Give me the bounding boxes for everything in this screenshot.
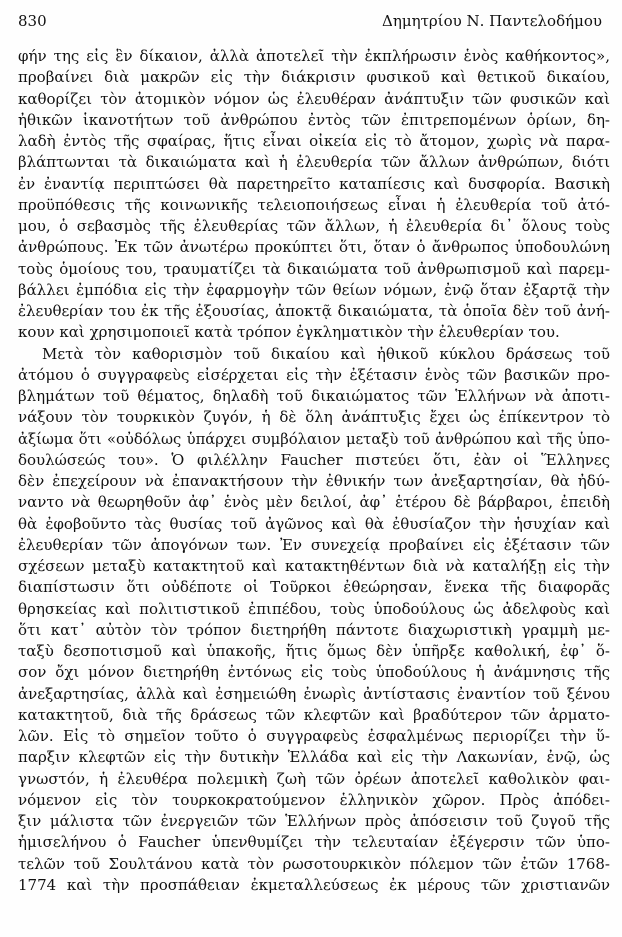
text-line: ξιν μάλιστα τῶν ἐνεργειῶν τῶν Ἑλλήνων πρὸς ἀπόσεισιν τοῦ ζυγοῦ τῆς: [18, 812, 610, 830]
text-line: [18, 896, 610, 917]
text-line: ἀνεξαρτησίας, ἀλλὰ καὶ ἐσημειώθη ἐνωρὶς ἀντίστασις ἐναντίον τοῦ ξένου: [18, 684, 610, 703]
text-line: ὅτι κατ᾿ αὐτὸν τὸν τρόπον διετηρήθη πάντοτε διαχωριστικὴ γραμμὴ με-: [18, 620, 610, 639]
paragraph-first-line: Μετὰ τὸν καθορισμὸν τοῦ δικαίου καὶ ἠθικοῦ κύκλου δράσεως τοῦ: [42, 344, 610, 363]
text-line: νάξουν τὸν τουρκικὸν ζυγόν, ἡ δὲ ὅλη ἀνάπτυξις ἔχει ὡς ἐπίκεντρον τὸ: [18, 408, 610, 427]
text-line: ἐλευθερίαν του ἐκ τῆς ἐξουσίας, ἀποκτᾷ δικαιώματα, τὰ ὁποῖα δὲν τοῦ ἀνή-: [18, 302, 610, 320]
text-line: δουλώσεώς του». Ὁ φιλέλλην Faucher πιστεύει ὅτι, ἐὰν οἱ Ἕλληνες: [18, 450, 610, 469]
text-line: βλάπτωνται τὰ δικαιώματα καὶ ἡ ἐλευθερία τῶν ἄλλων ἀνθρώπων, διότι: [18, 153, 610, 172]
text-line: διαπίστωσιν ὅτι οὐδέποτε οἱ Τοῦρκοι ἐθεώρησαν, ἕνεκα τῆς διαφορᾶς: [18, 578, 610, 597]
text-line: ναντο νὰ θεωρηθοῦν ἀφ᾿ ἑνὸς μὲν δειλοί, ἀφ᾿ ἑτέρου δὲ βάρβαροι, ἐπειδὴ: [18, 493, 610, 512]
text-line: ἀξίωμα ὅτι «οὐδόλως ὑπάρχει συμβόλαιον μεταξὺ τοῦ ἀνθρώπου καὶ τῆς ὑπο-: [18, 430, 610, 448]
text-line: ἡμισελήνου ὁ Faucher ὑπενθυμίζει τὴν τελευταίαν ἐξέγερσιν τῶν ὑπο-: [18, 833, 610, 852]
text-line: κατακτητοῦ, διὰ τῆς δράσεως τῶν κλεφτῶν καὶ βραδύτερον τῶν ἁρματο-: [18, 705, 610, 724]
text-line: παρξιν κλεφτῶν εἰς τὴν δυτικὴν Ἑλλάδα καὶ εἰς τὴν Λακωνίαν, ἐνῷ, ὡς: [18, 748, 610, 767]
text-line: σχέσεων μεταξὺ κατακτητοῦ καὶ κατακτηθέντων διὰ νὰ καταλήξῃ εἰς τὴν: [18, 557, 610, 575]
paragraph-end-line: κουν καὶ χρησιμοποιεῖ κατὰ τρόπον ἐγκληματικὸν τὴν ἐλευθερίαν του.: [18, 323, 560, 342]
text-line: ἀνθρώπους. Ἐκ τῶν ἀνωτέρω προκύπτει ὅτι, ὅταν ὁ ἄνθρωπος ὑποδουλώνη: [18, 238, 610, 257]
text-line: δὲν ἐπεχείρουν νὰ ἐπανακτήσουν τὴν ἐθνικήν των ἀνεξαρτησίαν, θὰ ἠδύ-: [18, 472, 610, 490]
page-number: 830: [18, 12, 47, 30]
text-line: προϋπόθεσις τῆς κοινωνικῆς τελειοποιήσεως εἶναι ἡ ἐλευθερία τοῦ ἀτό-: [18, 195, 610, 214]
text-line: θὰ ἐφοβοῦντο τὰς θυσίας τοῦ ἀγῶνος καὶ θὰ ἐθυσίαζον τὴν ἡσυχίαν καὶ: [18, 514, 610, 533]
text-line: μου, ὁ σεβασμὸς τῆς ἐλευθερίας τῶν ἄλλων, ἡ ἐλευθερία δι᾿ ὅλους τοὺς: [18, 217, 610, 235]
body-text: [18, 46, 610, 917]
text-line: γνωστόν, ἡ ἐλευθέρα πολεμικὴ ζωὴ τῶν ὀρέων ἀποτελεῖ καθολικὸν φαι-: [18, 769, 610, 788]
text-line: ταξὺ δεσποτισμοῦ καὶ ὑπακοῆς, ἥτις ὅμως δὲν ὑπῆρξε καθολική, ἐφ᾿ ὅ-: [18, 642, 610, 660]
text-line: τελῶν τοῦ Σουλτάνου κατὰ τὸν ρωσοτουρκικὸν πόλεμον τῶν ἐτῶν 1768-: [18, 854, 610, 873]
text-line: ἀτόμου ὁ συγγραφεὺς εἰσέρχεται εἰς τὴν ἐξέτασιν ἑνὸς τῶν βασικῶν προ-: [18, 365, 610, 384]
text-line: λαδὴ ἐντὸς τῆς σφαίρας, ἥτις εἶναι οἰκεία εἰς τὸ ἄτομον, χωρὶς νὰ παρα-: [18, 132, 610, 150]
page-header: [18, 12, 602, 32]
text-line: λῶν. Εἰς τὸ σημεῖον τοῦτο ὁ συγγραφεὺς ἐσφαλμένως περιορίζει τὴν ὕ-: [18, 727, 610, 745]
text-line: νόμενον εἰς τὸν τουρκοκρατούμενον ἑλληνικὸν χῶρον. Πρὸς ἀπόδει-: [18, 790, 610, 809]
text-line: τοὺς ὁμοίους του, τραυματίζει τὰ δικαιώματα τοῦ ἀνθρωπισμοῦ καὶ παρεμ-: [18, 259, 610, 278]
text-line: προβαίνει διὰ μακρῶν εἰς τὴν διάκρισιν φυσικοῦ καὶ θετικοῦ δικαίου,: [18, 68, 610, 87]
text-line: φήν της εἰς ἓν δίκαιον, ἀλλὰ ἀποτελεῖ τὴν ἐκπλήρωσιν ἑνὸς καθήκοντος»,: [18, 47, 610, 65]
text-line: σον ὄχι μόνον διετηρήθη ἐντόνως εἰς τοὺς ὑποδούλους ἡ ἀνάμνησις τῆς: [18, 663, 610, 682]
text-line: καθορίζει τὸν ἀτομικὸν νόμον ὡς ἐλευθέραν ἀνάπτυξιν τῶν φυσικῶν καὶ: [18, 89, 610, 108]
text-line: ἠθικῶν ἱκανοτήτων τοῦ ἀνθρώπου ἐντὸς τῶν ἐπιτρεπομένων ὁρίων, δη-: [18, 110, 610, 129]
running-head: Δημητρίου Ν. Παντελοδήμου: [382, 12, 602, 30]
text-line: βάλλει ἐμπόδια εἰς τὴν ἐφαρμογὴν τῶν θείων νόμων, ἐνῷ ὅταν ἐξαρτᾷ τὴν: [18, 280, 610, 299]
text-line: ἐν ἐναντίᾳ περιπτώσει θὰ παρετηρεῖτο καταπίεσις καὶ δυσφορία. Βασικὴ: [18, 174, 610, 193]
text-line: ἐλευθερίαν τῶν ἀπογόνων των. Ἐν συνεχείᾳ προβαίνει εἰς ἐξέτασιν τῶν: [18, 535, 610, 554]
text-line: 1774 καὶ τὴν προσπάθειαν ἐκμεταλλεύσεως ἐκ μέρους τῶν χριστιανῶν: [18, 875, 610, 894]
text-line: θρησκείας καὶ πολιτιστικοῦ ἐπιπέδου, τοὺς ὑποδούλους ὡς ἀδελφοὺς καὶ: [18, 599, 610, 618]
text-line: βλημάτων τοῦ θέματος, δηλαδὴ τοῦ δικαιώματος τῶν Ἑλλήνων νὰ ἀποτι-: [18, 387, 610, 405]
